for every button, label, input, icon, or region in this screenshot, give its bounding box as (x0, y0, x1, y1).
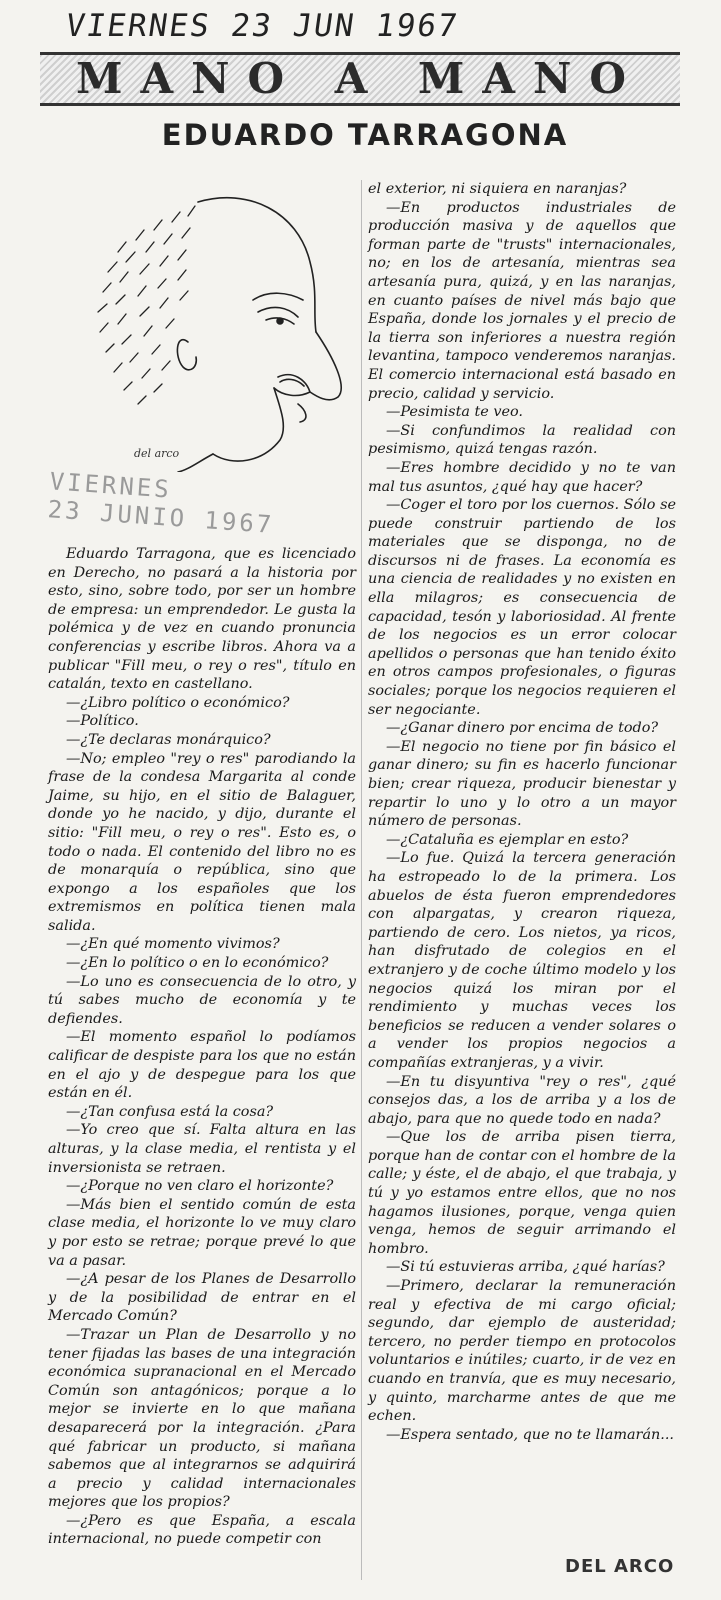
paragraph: —En tu disyuntiva "rey o res", ¿qué consejos das, a los de arriba y a los de abajo, para que no quede todo en nada? (368, 1073, 676, 1127)
paragraph: —Primero, declarar la remuneración real y efectiva de mi cargo oficial; segundo, dar ejemplo de austeridad; tercero, no perder tiempo en protocolos voluntarios e inútiles; cuarto, ir de vez en cuando en tranvía, que es muy necesario, y quinto, marcharme antes de que me echen. (368, 1278, 676, 1425)
article-column-right (368, 180, 676, 1444)
column-divider (361, 180, 362, 1580)
paragraph: —Político. (66, 713, 139, 730)
paragraph: —¿En lo político o en lo económico? (66, 955, 329, 972)
paragraph: —Que los de arriba pisen tierra, porque han de contar con el hombre de la calle; y éste, el de abajo, el que trabaja, y tú y yo estamos entre ellos, que no nos hagamos ilusiones, porque, venga quien venga, hemos de seguir arrimando el hombro. (368, 1129, 676, 1257)
paragraph: —Yo creo que sí. Falta altura en las alturas, y la clase media, el rentista y el inversionista se retraen. (48, 1122, 356, 1176)
paragraph: —Trazar un Plan de Desarrollo y no tener fijadas las bases de una integración económica supranacional en el Mercado Común son antagónicos; porque a lo mejor se invierte en lo que mañana desaparecerá por la integración. ¿Para qué fabricar un producto, si mañana sabemos que al integrarnos se adquirirá a precio y calidad internacionales mejores que los propios? (48, 1326, 356, 1511)
paragraph: —Lo fue. Quizá la tercera generación ha estropeado lo de la primera. Los abuelos de ésta fueron emprendedores con alpargatas, y crearon riqueza, partiendo de cero. Los nietos, ya ricos, han disfrutado de colegios en el extranjero y de coche último modelo y los negocios quizá los miran por el rendimiento y muchas veces los beneficios se reducen a vender solares o a vender los propios negocios a compañías extranjeras, y a vivir. (368, 850, 676, 1071)
caricature-illustration (48, 182, 358, 472)
section-title: MANO A MANO (76, 54, 644, 103)
handwritten-date: VIERNES 23 JUN 1967 (63, 8, 462, 44)
paragraph: —Eres hombre decidido y no te van mal tus asuntos, ¿qué hay que hacer? (368, 459, 676, 495)
paragraph: —¿Libro político o económico? (66, 694, 290, 711)
paragraph: Eduardo Tarragona, que es licenciado en Derecho, no pasará a la historia por esto, sino, sobre todo, por ser un hombre de empresa: un emprendedor. Le gusta la polémica y de vez en cuando pronuncia conferencias y escribe libros. Ahora va a publicar "Fill meu, o rey o res", título en catalán, texto en castellano. (48, 546, 356, 693)
paragraph: —¿Porque no ven claro el horizonte? (66, 1178, 334, 1195)
paragraph: —¿En qué momento vivimos? (66, 936, 280, 953)
paragraph: —¿Cataluña es ejemplar en esto? (386, 831, 629, 848)
byline-signature: DEL ARCO (565, 1556, 675, 1577)
paragraph: —En productos industriales de producción masiva y de aquellos que forman parte de "trusts" internacionales, no; en los de artesanía, mientras sea artesanía pura, quizá, y en las naranjas, en cuanto países de nivel más bajo que España, donde los jornales y el precio de la tierra son inferiores a nuestra región levantina, tampoco venderemos naranjas. El comercio internacional está basado en precio, calidad y servicio. (368, 199, 676, 402)
paragraph: —No; empleo "rey o res" parodiando la frase de la condesa Margarita al conde Jaime, su hijo, en el sitio de Balaguer, donde yo he nacido, y dijo, durante el sitio: "Fill meu, o rey o res". Esto es, o todo o nada. El contenido del libro no es de monarquía o república, sino que expongo a los españoles que los extremismos en política tienen mala salida. (48, 750, 356, 934)
interviewee-name: EDUARDO TARRAGONA (161, 118, 569, 152)
paragraph: —Lo uno es consecuencia de lo otro, y tú sabes mucho de economía y te defiendes. (48, 973, 356, 1027)
paragraph: —El momento español lo podíamos calificar de despiste para los que no están en el ajo y de despegue para los que están en él. (48, 1029, 356, 1102)
stamp-line: 23 JUNIO 1967 (46, 495, 276, 539)
paragraph: —Coger el toro por los cuernos. Sólo se puede construir partiendo de los materiales que se disponga, no de discursos ni de frases. La economía es una ciencia de realidades y no existen en ella milagros; es consecuencia de capacidad, tesón y laboriosidad. Al frente de los negocios es un error colocar apellidos o personas que han tenido éxito en otros campos profesionales, o figuras sociales; porque los negocios requieren el ser negociante. (368, 497, 676, 718)
paragraph: —Si tú estuvieras arriba, ¿qué harías? (386, 1259, 665, 1276)
date-stamp (46, 467, 360, 556)
paragraph: —¿Te declaras monárquico? (66, 731, 271, 748)
stamp-line: VIERNES (48, 467, 173, 504)
paragraph: —¿A pesar de los Planes de Desarrollo y de la posibilidad de entrar en el Mercado Común? (48, 1271, 356, 1325)
paragraph: —Espera sentado, que no te llamarán... (386, 1426, 675, 1443)
paragraph: —Más bien el sentido común de esta clase media, el horizonte lo ve muy claro y por esto se retrae; porque prevé lo que va a pasar. (48, 1196, 356, 1269)
article-column-left (48, 545, 356, 1549)
paragraph: —¿Ganar dinero por encima de todo? (386, 720, 659, 737)
paragraph: —¿Pero es que España, a escala internacional, no puede competir con (48, 1512, 356, 1548)
paragraph: —Si confundimos la realidad con pesimismo, quizá tengas razón. (368, 422, 676, 458)
section-masthead (40, 52, 680, 106)
paragraph: —El negocio no tiene por fin básico el ganar dinero; su fin es hacerlo funcionar bien; crear riqueza, producir bienestar y repartir lo uno y lo otro a un mayor número de personas. (368, 738, 676, 830)
paragraph: —Pesimista te veo. (386, 404, 524, 421)
paragraph: —¿Tan confusa está la cosa? (66, 1103, 274, 1120)
paragraph: el exterior, ni siquiera en naranjas? (368, 181, 627, 197)
caricature-signature: del arco (134, 447, 180, 460)
